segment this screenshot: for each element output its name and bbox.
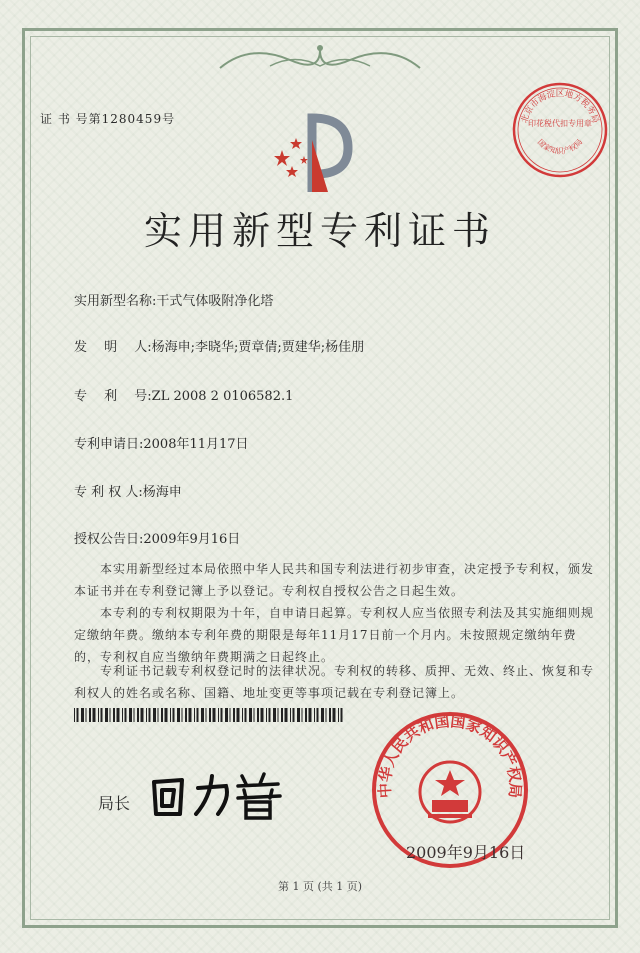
grant-date-value: 2009年9月16日 (143, 532, 241, 547)
utility-model-name-label: 实用新型名称: (74, 294, 157, 309)
page-footer: 第 1 页 (共 1 页) (277, 880, 363, 893)
barcode-bar (93, 708, 96, 722)
barcode-bar (153, 708, 156, 722)
barcode-bar (101, 708, 103, 722)
barcode-bar (89, 708, 91, 722)
barcode-bar (269, 708, 271, 722)
certificate-title: 实用新型专利证书 (143, 209, 496, 253)
utility-model-name-field (74, 290, 273, 309)
barcode-bar (149, 708, 151, 722)
grant-date-label: 授权公告日: (74, 532, 144, 547)
barcode-bar (254, 708, 255, 722)
barcode-bar (129, 708, 132, 722)
grant-date-field (74, 528, 240, 547)
barcode-bar (125, 708, 127, 722)
inventor-field (74, 336, 364, 355)
barcode-bar (225, 708, 228, 722)
barcode-bar (285, 708, 288, 722)
tax-stamp-seal-outer-text: 北京市海淀区地方税务局 (519, 89, 601, 125)
barcode-bar (293, 708, 295, 722)
inventor-value: 杨海申;李晓华;贾章倩;贾建华;杨佳朋 (151, 340, 365, 355)
seal-date: 2009年9月16日 (406, 843, 526, 862)
tax-stamp-seal (510, 80, 610, 180)
barcode-bar (309, 708, 312, 722)
barcode-bar (326, 708, 327, 722)
barcode-bar (141, 708, 144, 722)
barcode-bar (338, 708, 339, 722)
national-emblem-icon (420, 762, 480, 822)
barcode-bar (146, 708, 147, 722)
tax-stamp-seal-bottom-text: 国家知识产权局 (535, 137, 585, 156)
patent-office-logo (268, 110, 360, 198)
barcode-bar (209, 708, 211, 722)
filing-date-field (74, 433, 249, 452)
patentee-field (74, 481, 182, 500)
barcode-bar (290, 708, 291, 722)
barcode-bar (201, 708, 204, 722)
patent-number-field (74, 385, 293, 404)
body-paragraph-3: 专利证书记载专利权登记时的法律状况。专利权的转移、质押、无效、终止、恢复和专利权人的姓名或名称、国籍、地址变更等事项记载在专利登记簿上。 (74, 664, 595, 700)
body-paragraph-2: 本专利的专利权期限为十年，自申请日起算。专利权人应当依照专利法及其实施细则规定缴纳年费。缴纳本专利年费的期限是每年11月17日前一个月内。未按照规定缴纳年费的，专利权自应当缴纳年费期满之日起终止。 (74, 606, 595, 664)
barcode-bar (137, 708, 139, 722)
barcode-bar (302, 708, 303, 722)
barcode-bar (341, 708, 343, 722)
barcode-bar (117, 708, 120, 722)
inventor-label: 发 明 人: (74, 340, 152, 355)
barcode-bar (297, 708, 300, 722)
barcode-bar (161, 708, 163, 722)
barcode-bar (261, 708, 264, 722)
barcode-bar (230, 708, 231, 722)
barcode-bar (242, 708, 243, 722)
barcode-bar (81, 708, 84, 722)
barcode-bar (134, 708, 135, 722)
barcode-bar (221, 708, 223, 722)
barcode-bar (170, 708, 171, 722)
body-paragraph-1: 本实用新型经过本局依照中华人民共和国专利法进行初步审查，决定授予专利权，颁发本证书并在专利登记簿上予以登记。专利权自授权公告之日起生效。 (74, 562, 595, 598)
patent-number-value: ZL 2008 2 0106582.1 (151, 389, 294, 404)
certificate-number: 证 书 号第1280459号 (40, 112, 176, 126)
barcode-bar (333, 708, 336, 722)
barcode-bar (317, 708, 319, 722)
barcode-bar (213, 708, 216, 722)
svg-text:国家知识产权局 (536, 137, 585, 155)
director-signature (146, 768, 286, 824)
barcode-bar (165, 708, 168, 722)
barcode (74, 708, 344, 722)
barcode-bar (86, 708, 87, 722)
barcode-bar (77, 708, 79, 722)
barcode-bar (237, 708, 240, 722)
barcode-bar (98, 708, 99, 722)
barcode-bar (189, 708, 192, 722)
barcode-bar (278, 708, 279, 722)
barcode-bar (245, 708, 247, 722)
barcode-bar (233, 708, 235, 722)
barcode-bar (194, 708, 195, 722)
barcode-bar (185, 708, 187, 722)
barcode-bar (182, 708, 183, 722)
barcode-bar (105, 708, 108, 722)
barcode-bar (74, 708, 75, 722)
barcode-bar (249, 708, 252, 722)
barcode-bar (206, 708, 207, 722)
barcode-bar (177, 708, 180, 722)
barcode-bar (305, 708, 307, 722)
patent-number-label: 专 利 号: (74, 389, 152, 404)
barcode-bar (218, 708, 219, 722)
top-ornament (210, 38, 430, 78)
barcode-bar (329, 708, 331, 722)
barcode-bar (257, 708, 259, 722)
barcode-bar (110, 708, 111, 722)
patentee-label: 专 利 权 人: (74, 485, 143, 500)
barcode-bar (273, 708, 276, 722)
director-label: 局长 (98, 794, 131, 813)
barcode-bar (281, 708, 283, 722)
utility-model-name-value: 干式气体吸附净化塔 (156, 294, 274, 309)
barcode-bar (113, 708, 115, 722)
tax-stamp-seal-inner-text: 印花税代扣专用章 (528, 119, 592, 128)
barcode-bar (314, 708, 315, 722)
patentee-value: 杨海申 (142, 485, 182, 500)
barcode-bar (122, 708, 123, 722)
patent-office-seal-text: 中华人民共和国国家知识产权局 (375, 712, 525, 799)
barcode-bar (173, 708, 175, 722)
barcode-bar (158, 708, 159, 722)
barcode-bar (197, 708, 199, 722)
barcode-bar (266, 708, 267, 722)
filing-date-value: 2008年11月17日 (143, 437, 249, 452)
barcode-bar (321, 708, 324, 722)
filing-date-label: 专利申请日: (74, 437, 144, 452)
